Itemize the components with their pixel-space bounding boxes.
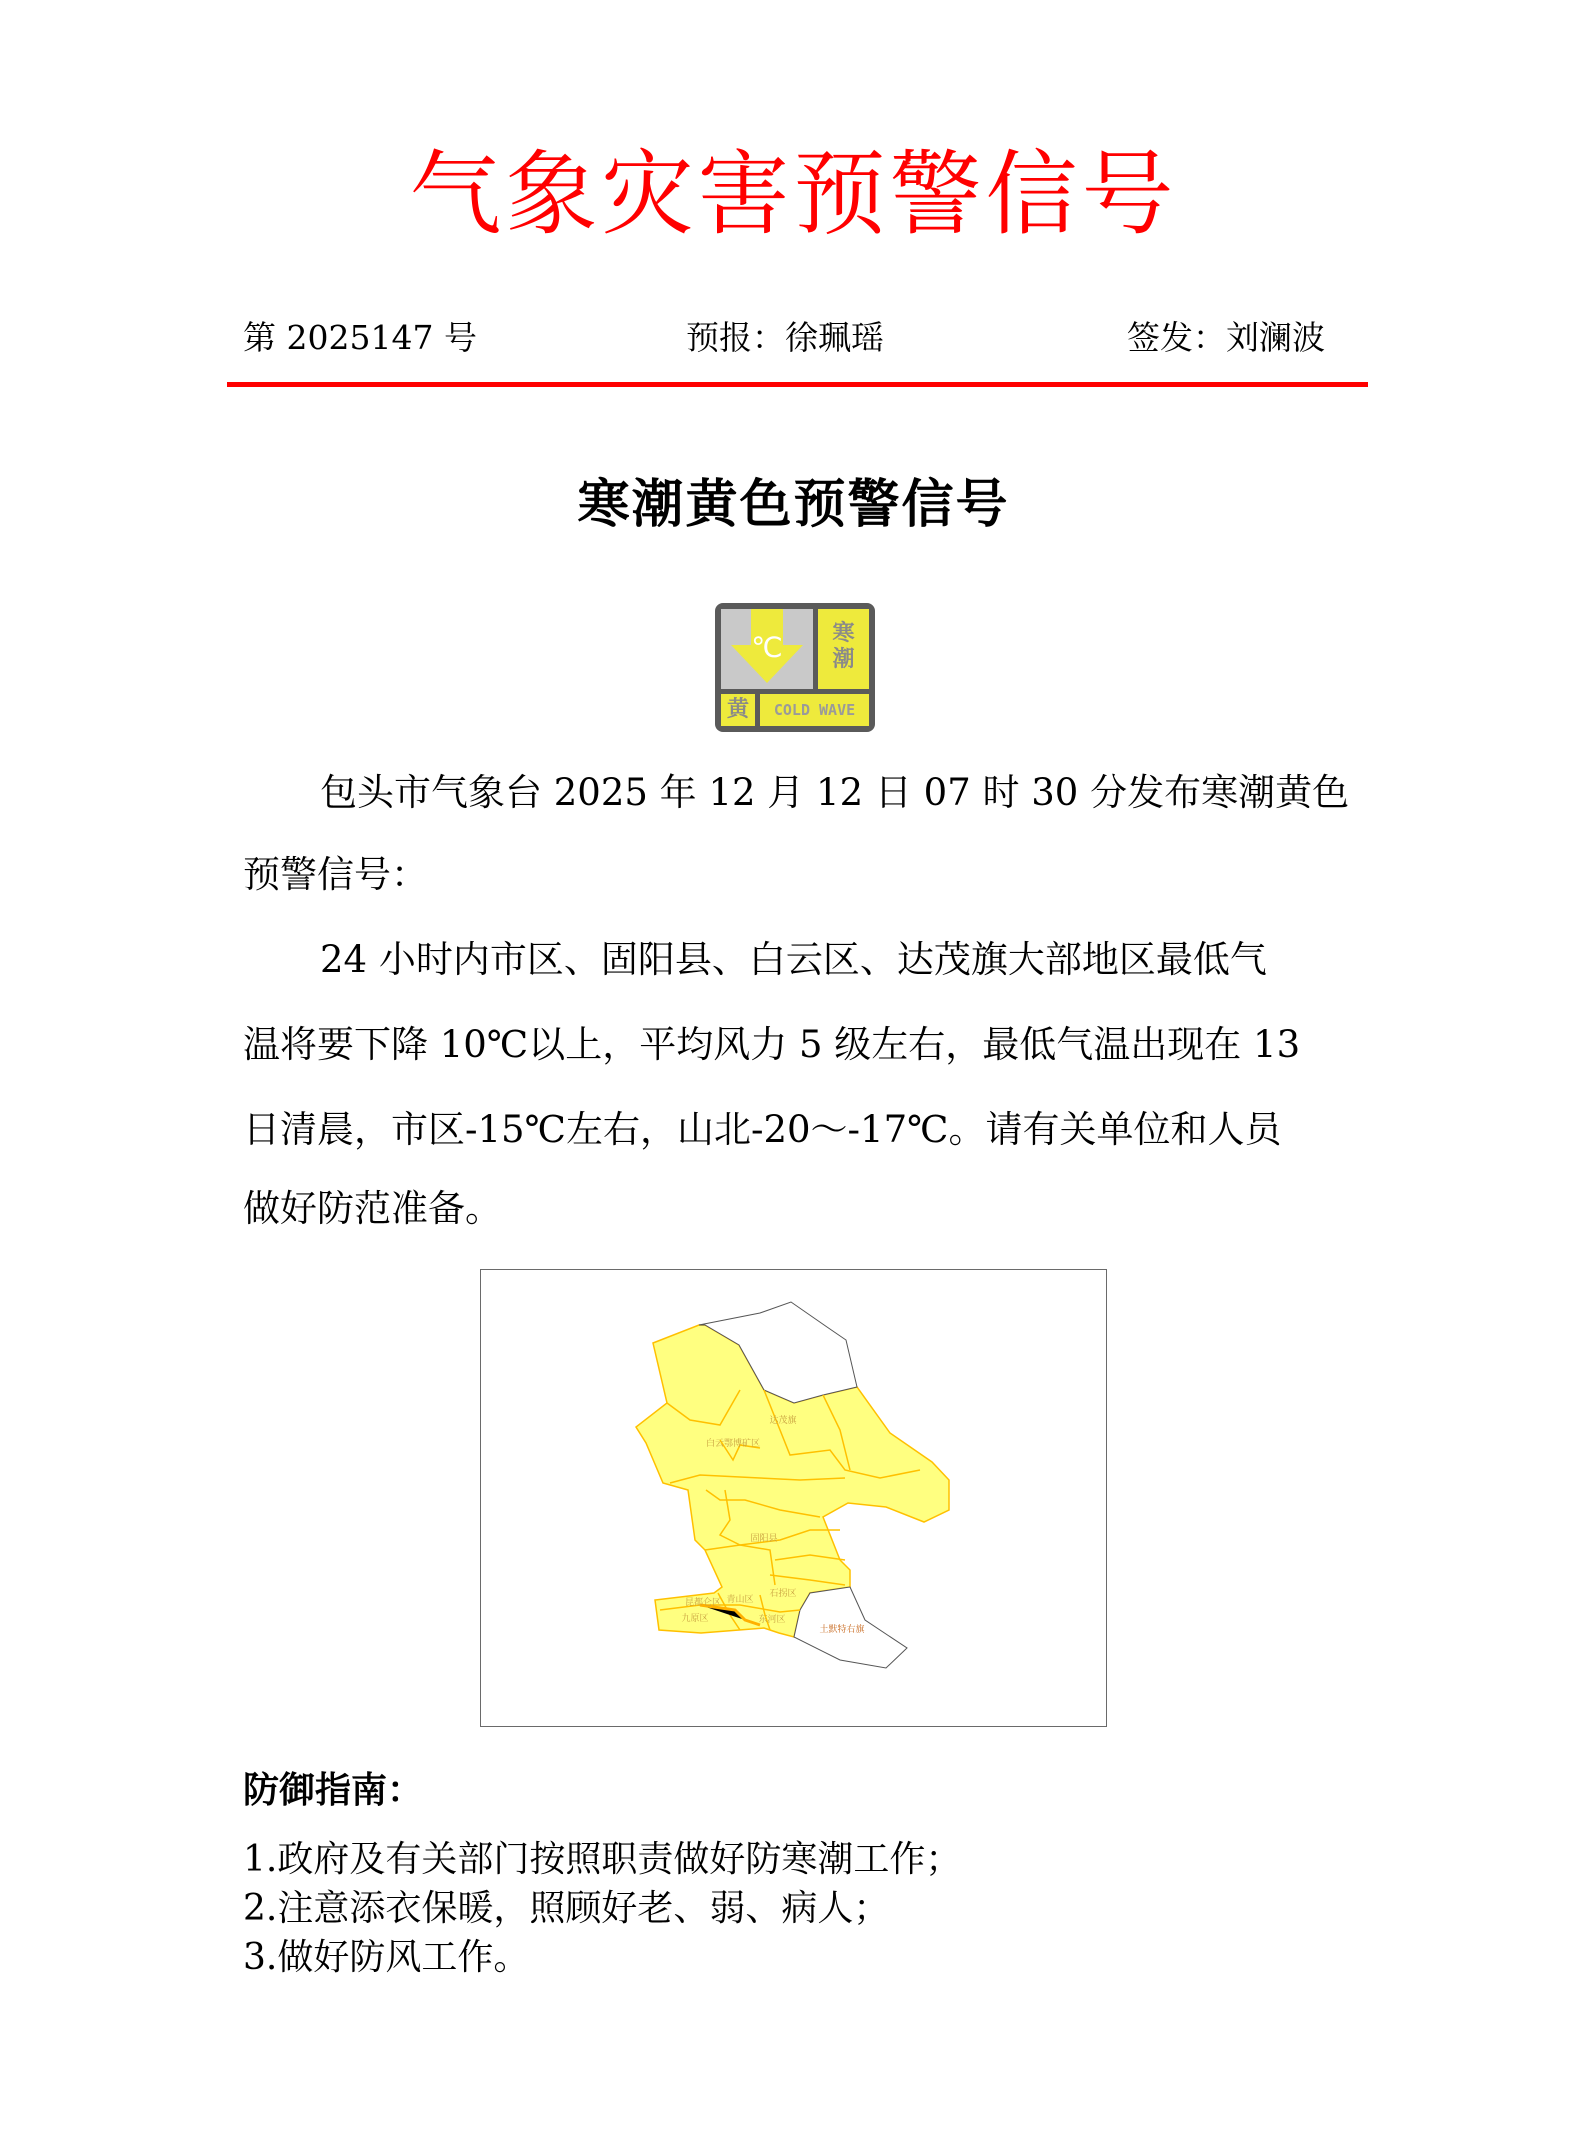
label-tumote-youqi: 土默特右旗 (819, 1625, 865, 1635)
icon-english-label: COLD WAVE (760, 694, 869, 726)
label-shiguai: 石拐区 (769, 1589, 797, 1599)
paragraph-1-line-1: 包头市气象台 2025 年 12 月 12 日 07 时 30 分发布寒潮黄色 (320, 771, 1350, 814)
icon-side-char-2: 潮 (832, 647, 855, 672)
document-title: 气象灾害预警信号 (409, 141, 1178, 248)
label-damao: 达茂旗 (769, 1416, 797, 1426)
defense-guide-heading: 防御指南： (243, 1769, 424, 1811)
paragraph-2-line-3: 日清晨，市区-15℃左右，山北-20～-17℃。请有关单位和人员 (243, 1108, 1282, 1151)
paragraph-2-line-1: 24 小时内市区、固阳县、白云区、达茂旗大部地区最低气 (320, 938, 1267, 981)
label-qingshan: 青山区 (726, 1595, 754, 1605)
warning-title: 寒潮黄色预警信号 (577, 475, 1010, 535)
label-guyang: 固阳县 (750, 1534, 778, 1544)
issue-number: 第 2025147 号 (243, 318, 477, 357)
issuer: 签发：刘澜波 (1127, 318, 1325, 357)
label-baiyun: 白云鄂博矿区 (705, 1439, 761, 1449)
icon-level-char: 黄 (721, 694, 755, 726)
paragraph-2-line-2: 温将要下降 10℃以上，平均风力 5 级左右，最低气温出现在 13 (243, 1023, 1301, 1066)
label-jiuyuan: 九原区 (681, 1614, 709, 1624)
label-kundulun: 昆都仑区 (684, 1598, 722, 1608)
icon-side-char-1: 寒 (832, 621, 855, 646)
svg-text:℃: ℃ (751, 631, 783, 664)
defense-guide-item-3: 3.做好防风工作。 (243, 1937, 530, 1978)
defense-guide-item-2: 2.注意添衣保暖，照顾好老、弱、病人； (243, 1888, 890, 1929)
forecaster: 预报：徐珮瑶 (686, 318, 884, 357)
defense-guide-item-1: 1.政府及有关部门按照职责做好防寒潮工作； (243, 1839, 962, 1880)
paragraph-1-line-2: 预警信号： (243, 853, 428, 896)
label-donghe: 东河区 (758, 1615, 786, 1625)
paragraph-2-line-4: 做好防范准备。 (243, 1187, 502, 1230)
